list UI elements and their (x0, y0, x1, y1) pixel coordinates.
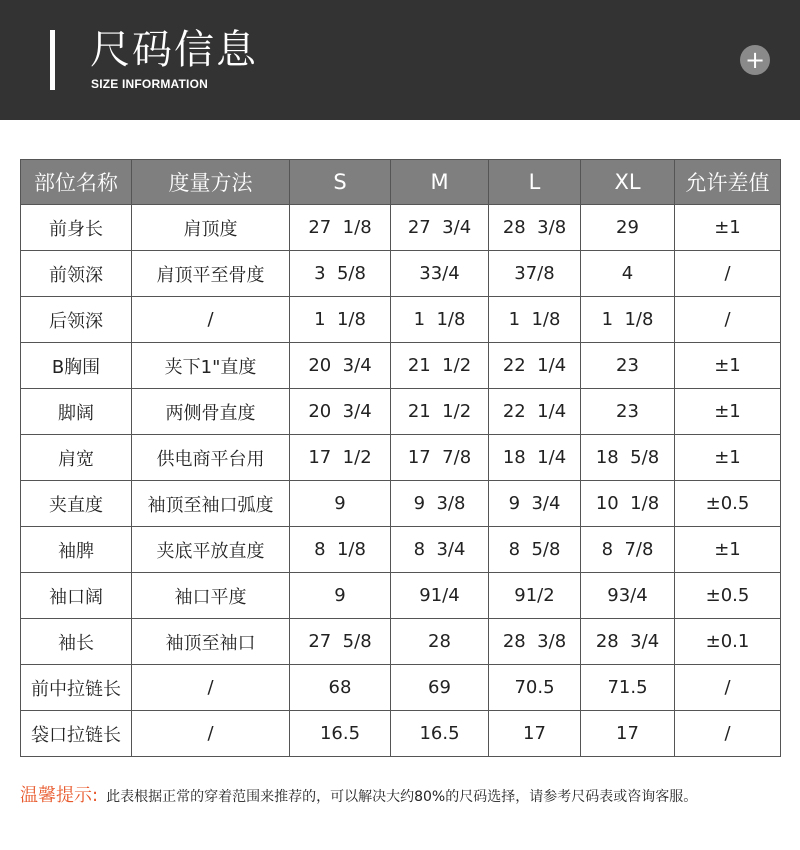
cell-size-xl: 10 1/8 (581, 481, 675, 527)
column-header-size-xl: XL (581, 160, 675, 205)
cell-part: 前领深 (21, 251, 132, 297)
cell-tolerance: ±0.5 (675, 573, 781, 619)
cell-part: 脚阔 (21, 389, 132, 435)
column-header-tolerance: 允许差值 (675, 160, 781, 205)
cell-size-s: 27 5/8 (290, 619, 391, 665)
cell-tolerance: / (675, 665, 781, 711)
cell-part: 袋口拉链长 (21, 711, 132, 757)
cell-tolerance: ±0.5 (675, 481, 781, 527)
cell-size-s: 20 3/4 (290, 389, 391, 435)
cell-part: 夹直度 (21, 481, 132, 527)
cell-size-l: 37/8 (489, 251, 581, 297)
column-header-size-l: L (489, 160, 581, 205)
cell-size-l: 70.5 (489, 665, 581, 711)
header-banner (0, 0, 800, 120)
tip-note (20, 784, 697, 809)
cell-method: / (132, 711, 290, 757)
cell-size-xl: 4 (581, 251, 675, 297)
table-row (21, 251, 781, 297)
table-row (21, 205, 781, 251)
cell-size-l: 1 1/8 (489, 297, 581, 343)
size-table-body (21, 205, 781, 757)
cell-method: 袖口平度 (132, 573, 290, 619)
cell-size-s: 1 1/8 (290, 297, 391, 343)
cell-part: 前中拉链长 (21, 665, 132, 711)
cell-method: 肩顶度 (132, 205, 290, 251)
table-row (21, 573, 781, 619)
cell-size-m: 21 1/2 (391, 343, 489, 389)
cell-tolerance: / (675, 711, 781, 757)
cell-size-s: 20 3/4 (290, 343, 391, 389)
cell-size-xl: 18 5/8 (581, 435, 675, 481)
cell-size-xl: 17 (581, 711, 675, 757)
cell-size-m: 28 (391, 619, 489, 665)
table-row (21, 711, 781, 757)
cell-tolerance: / (675, 251, 781, 297)
cell-size-s: 68 (290, 665, 391, 711)
cell-size-m: 9 3/8 (391, 481, 489, 527)
cell-size-m: 17 7/8 (391, 435, 489, 481)
table-row (21, 435, 781, 481)
cell-method: 夹底平放直度 (132, 527, 290, 573)
cell-size-l: 91/2 (489, 573, 581, 619)
cell-method: 袖顶至袖口弧度 (132, 481, 290, 527)
table-row (21, 389, 781, 435)
column-header-size-s: S (290, 160, 391, 205)
cell-size-xl: 28 3/4 (581, 619, 675, 665)
page-title: 尺码信息 (90, 27, 258, 73)
cell-part: 后领深 (21, 297, 132, 343)
cell-part: 袖口阔 (21, 573, 132, 619)
cell-size-xl: 23 (581, 343, 675, 389)
cell-method: / (132, 297, 290, 343)
cell-size-xl: 71.5 (581, 665, 675, 711)
cell-method: 夹下1"直度 (132, 343, 290, 389)
cell-tolerance: ±1 (675, 343, 781, 389)
cell-size-l: 17 (489, 711, 581, 757)
cell-tolerance: / (675, 297, 781, 343)
cell-tolerance: ±1 (675, 435, 781, 481)
cell-method: 袖顶至袖口 (132, 619, 290, 665)
cell-size-xl: 8 7/8 (581, 527, 675, 573)
cell-size-m: 69 (391, 665, 489, 711)
cell-size-m: 8 3/4 (391, 527, 489, 573)
table-row (21, 527, 781, 573)
cell-size-m: 91/4 (391, 573, 489, 619)
table-row (21, 619, 781, 665)
cell-part: 肩宽 (21, 435, 132, 481)
cell-size-l: 22 1/4 (489, 389, 581, 435)
cell-size-l: 8 5/8 (489, 527, 581, 573)
page-subtitle: SIZE INFORMATION (91, 77, 208, 91)
size-table (20, 159, 781, 757)
cell-size-s: 9 (290, 573, 391, 619)
cell-size-l: 18 1/4 (489, 435, 581, 481)
plus-icon[interactable]: + (740, 45, 770, 75)
column-header-part: 部位名称 (21, 160, 132, 205)
cell-method: / (132, 665, 290, 711)
cell-size-xl: 1 1/8 (581, 297, 675, 343)
cell-size-s: 8 1/8 (290, 527, 391, 573)
cell-size-l: 28 3/8 (489, 619, 581, 665)
table-header-row (21, 160, 781, 205)
cell-size-m: 1 1/8 (391, 297, 489, 343)
cell-size-s: 9 (290, 481, 391, 527)
tip-label: 温馨提示: (20, 785, 99, 806)
cell-part: 前身长 (21, 205, 132, 251)
cell-size-s: 17 1/2 (290, 435, 391, 481)
cell-size-s: 27 1/8 (290, 205, 391, 251)
cell-method: 肩顶平至骨度 (132, 251, 290, 297)
size-table-head (21, 160, 781, 205)
column-header-size-m: M (391, 160, 489, 205)
cell-tolerance: ±1 (675, 527, 781, 573)
table-row (21, 481, 781, 527)
cell-tolerance: ±0.1 (675, 619, 781, 665)
column-header-method: 度量方法 (132, 160, 290, 205)
cell-size-m: 21 1/2 (391, 389, 489, 435)
cell-size-xl: 23 (581, 389, 675, 435)
cell-size-m: 16.5 (391, 711, 489, 757)
cell-size-l: 9 3/4 (489, 481, 581, 527)
cell-size-xl: 93/4 (581, 573, 675, 619)
cell-size-l: 28 3/8 (489, 205, 581, 251)
tip-text: 此表根据正常的穿着范围来推荐的，可以解决大约80%的尺码选择，请参考尺码表或咨询客服。 (106, 789, 698, 805)
cell-method: 供电商平台用 (132, 435, 290, 481)
cell-part: B胸围 (21, 343, 132, 389)
cell-part: 袖脾 (21, 527, 132, 573)
cell-part: 袖长 (21, 619, 132, 665)
cell-size-s: 16.5 (290, 711, 391, 757)
cell-tolerance: ±1 (675, 389, 781, 435)
header-accent-bar (50, 30, 55, 90)
cell-size-xl: 29 (581, 205, 675, 251)
cell-size-m: 33/4 (391, 251, 489, 297)
table-row (21, 343, 781, 389)
cell-method: 两侧骨直度 (132, 389, 290, 435)
table-row (21, 665, 781, 711)
table-row (21, 297, 781, 343)
cell-tolerance: ±1 (675, 205, 781, 251)
cell-size-m: 27 3/4 (391, 205, 489, 251)
cell-size-l: 22 1/4 (489, 343, 581, 389)
cell-size-s: 3 5/8 (290, 251, 391, 297)
